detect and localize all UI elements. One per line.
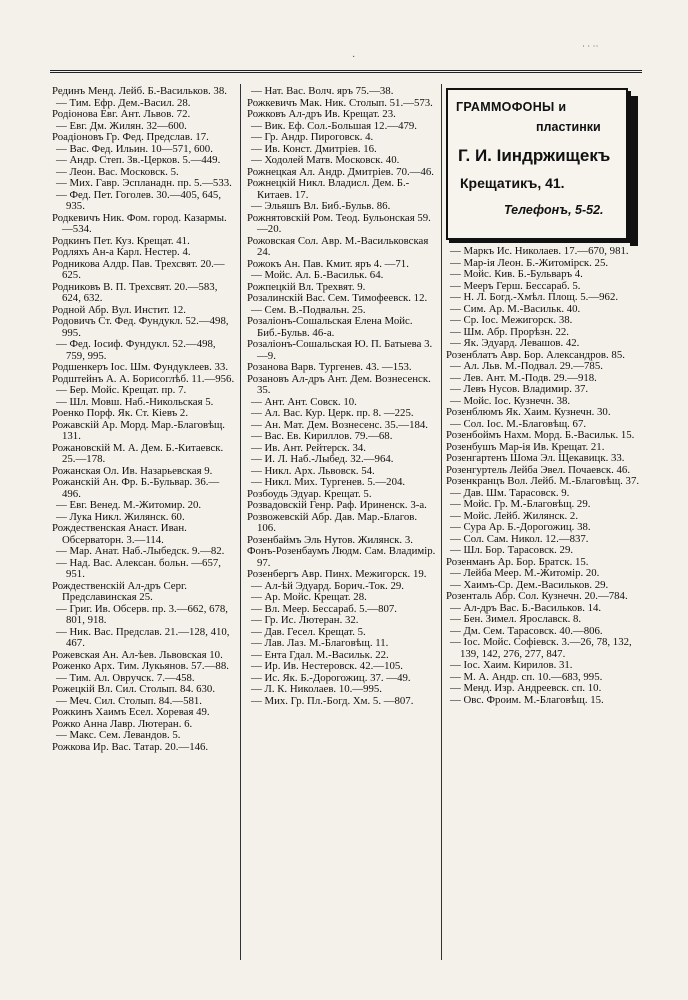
directory-entry: Розенбушъ Мар-ія Ив. Крещат. 21.	[446, 440, 605, 453]
directory-entry: — Мойс. Кив. Б.-Бульваръ 4.	[450, 268, 583, 280]
print-speck: ·	[352, 52, 356, 63]
directory-entry: — Л. К. Николаев. 10.—995.	[251, 683, 383, 695]
directory-entry: — Никл. Арх. Львовск. 54.	[251, 464, 375, 477]
directory-entry: Рожнятовскій Ром. Теод. Бульонская 59.—20.	[247, 211, 431, 235]
directory-entry: Рожевская Ан. Ал-ѣев. Львовская 10.	[52, 648, 223, 661]
directory-entry: — Ив. Конст. Дмитріев. 16.	[251, 142, 377, 155]
directory-entry: Рожкинъ Хаимъ Есел. Хоревая 49.	[52, 706, 210, 718]
directory-entry: — Шл. Мовш. Наб.-Никольская 5.	[56, 395, 214, 408]
directory-entry: — Сол. Іос. М.-Благовѣщ. 67.	[450, 417, 587, 430]
directory-entry: — Ал-ѣй Эдуард. Борич.-Ток. 29.	[251, 579, 404, 592]
directory-entry: — Ив. Ант. Рейтерск. 34.	[251, 441, 366, 454]
directory-entry: — И. Л. Наб.-Лыбед. 32.—964.	[251, 453, 394, 465]
directory-entry: — Лейба Меер. М.-Житомір. 20.	[450, 567, 600, 579]
directory-entry: — Ант. Ант. Совск. 10.	[251, 395, 357, 408]
directory-entry: Розаліонъ-Сошальская Елена Мойс. Биб.-Бульв. 46-а.	[247, 315, 413, 339]
directory-entry: — Мойс. Гр. М.-Благовѣщ. 29.	[450, 498, 591, 510]
directory-entry: — Як. Эдуард. Левашов. 42.	[450, 337, 580, 349]
directory-entry: — Евг. Венед. М.-Житомир. 20.	[56, 499, 202, 511]
directory-entry: — Ан. Мат. Дем. Вознесенс. 35.—184.	[251, 418, 428, 431]
directory-entry: Родкевичъ Ник. Фом. город. Казармы. —534.	[52, 211, 227, 235]
directory-entry: — Сем. В.-Подвальн. 25.	[251, 303, 366, 316]
directory-entry: Розвадовскій Генр. Раф. Ириненск. 3-а.	[247, 499, 427, 511]
column-divider	[441, 84, 442, 960]
directory-entry: Родниковъ В. П. Трехсвят. 20.—583, 624, 632.	[52, 280, 218, 304]
gramophone-advertisement	[446, 88, 628, 240]
directory-entry: Родшенкеръ Іос. Шм. Фундуклеев. 33.	[52, 361, 229, 373]
top-rule	[50, 70, 642, 73]
directory-entry: Розановъ Ал-дръ Ант. Дем. Вознесенск. 35.	[247, 372, 431, 396]
column-3	[446, 246, 642, 706]
directory-entry: — Лав. Лаз. М.-Благовѣщ. 11.	[251, 637, 389, 649]
directory-entry: Рожовская Сол. Авр. М.-Васильковская 24.	[247, 234, 429, 258]
directory-entry: Розенблатъ Авр. Бор. Александров. 85.	[446, 348, 625, 361]
directory-entry: Рожнецкая Ал. Андр. Дмитріев. 70.—46.	[247, 165, 434, 178]
directory-entry: — Нат. Вас. Волч. яръ 75.—38.	[251, 85, 394, 97]
directory-entry: Розенбергъ Авр. Пинх. Межигорск. 19.	[247, 568, 427, 580]
directory-entry: — Дав. Гесел. Крещат. 5.	[251, 625, 366, 638]
directory-entry: Розвожевскій Абр. Дав. Мар.-Благов. 106.	[247, 510, 418, 534]
directory-entry: Роженко Арх. Тим. Лукьянов. 57.—88.	[52, 660, 229, 672]
directory-entry: — Вик. Еф. Сол.-Большая 12.—479.	[251, 119, 417, 132]
directory-entry: Родникова Алдр. Пав. Трехсвят. 20.—625.	[52, 257, 225, 281]
directory-entry: Розенбаймъ Эль Нутов. Жилянск. 3.	[247, 533, 413, 546]
directory-entry: — Маркъ Ис. Николаев. 17.—670, 981.	[450, 245, 629, 257]
directory-entry: Роадіоновъ Гр. Фед. Предслав. 17.	[52, 131, 209, 143]
directory-entry: — Іос. Мойс. Софіевск. 3.—26, 78, 132, 139, 142, 276, 277, 847.	[450, 636, 632, 660]
directory-entry: — Бер. Мойс. Крещат. пр. 7.	[56, 384, 187, 396]
directory-entry: — Тим. Ефр. Дем.-Васил. 28.	[56, 96, 191, 109]
directory-entry: Рожанскій Ан. Фр. Б.-Бульвар. 36.—496.	[52, 476, 220, 500]
ad-side-bar	[630, 96, 638, 246]
directory-entry: — Гр. Ис. Лютеран. 32.	[251, 614, 359, 626]
directory-entry: — Бен. Зимел. Ярославск. 8.	[450, 613, 582, 625]
directory-entry: Родіонова Евг. Ант. Львов. 72.	[52, 108, 191, 120]
directory-entry: — М. А. Андр. сп. 10.—683, 995.	[450, 670, 603, 683]
directory-entry: Розенманъ Ар. Бор. Братск. 15.	[446, 555, 589, 568]
directory-entry: — Евг. Дм. Жилян. 32—600.	[56, 119, 187, 132]
directory-entry: — Вас. Ев. Кириллов. 79.—68.	[251, 430, 393, 442]
directory-entry: — Вл. Меер. Бессараб. 5.—807.	[251, 602, 397, 615]
ad-address: Крещатикъ, 41.	[460, 175, 565, 191]
directory-entry: — Меч. Сил. Столып. 84.—581.	[56, 694, 202, 707]
directory-entry: Розенблюмъ Як. Хаим. Кузнечн. 30.	[446, 406, 611, 418]
directory-entry: — Ир. Ив. Нестеровск. 42.—105.	[251, 660, 403, 672]
directory-entry: Родкинъ Пет. Куз. Крещат. 41.	[52, 234, 190, 247]
directory-entry: — Сура Ар. Б.-Дорогожиц. 38.	[450, 521, 591, 533]
directory-entry: — Никл. Мих. Тургенев. 5.—204.	[251, 476, 406, 488]
directory-entry: — Шм. Абр. Прорѣзн. 22.	[450, 325, 569, 338]
directory-entry: Рождественская Анаст. Иван. Обсерваторн. 3.—114.	[52, 522, 187, 546]
directory-entry: — Дав. Шм. Тарасовск. 9.	[450, 486, 570, 499]
directory-entry: Родляхъ Ан-а Карл. Нестер. 4.	[52, 246, 191, 258]
directory-entry: — Макс. Сем. Левандов. 5.	[56, 729, 181, 741]
column-divider	[240, 84, 241, 960]
directory-entry: — Сим. Ар. М.-Васильк. 40.	[450, 302, 581, 315]
directory-entry: Розенкранцъ Вол. Лейб. М.-Благовѣщ. 37.	[446, 475, 640, 487]
directory-entry: — Ал. Вас. Кур. Церк. пр. 8. —225.	[251, 407, 414, 419]
directory-entry: — Менд. Изр. Андреевск. сп. 10.	[450, 682, 602, 694]
directory-entry: — Ента Гдал. М.-Васильк. 22.	[251, 648, 389, 661]
directory-entry: — Вас. Фед. Ильин. 10—571, 600.	[56, 142, 213, 155]
directory-entry: Розалинскій Вас. Сем. Тимофеевск. 12.	[247, 292, 428, 304]
directory-entry: — Мар. Анат. Наб.-Лыбедск. 9.—82.	[56, 545, 225, 557]
directory-entry: — Ник. Вас. Предслав. 21.—128, 410, 467.	[56, 625, 230, 649]
directory-entry: — Гр. Андр. Пироговск. 4.	[251, 131, 374, 143]
directory-entry: — Над. Вас. Алексан. больн. —657, 951.	[56, 556, 221, 580]
directory-entry: Родовичъ Ст. Фед. Фундукл. 52.—498, 995.	[52, 315, 229, 339]
directory-entry: Розенталь Абр. Сол. Кузнечн. 20.—784.	[446, 590, 628, 602]
directory-entry: — Овс. Фроим. М.-Благовѣщ. 15.	[450, 693, 604, 706]
directory-entry: Роенко Порф. Як. Ст. Кіевъ 2.	[52, 407, 189, 419]
directory-entry: Фонъ-Розенбаумъ Людм. Сам. Владимір. 97.	[247, 545, 436, 569]
directory-entry: — Мойс. Іос. Кузнечн. 38.	[450, 394, 571, 407]
directory-entry: — Сол. Сам. Никол. 12.—837.	[450, 532, 589, 545]
directory-entry: Рожкевичъ Мак. Ник. Столып. 51.—573.	[247, 96, 433, 109]
directory-entry: — Левъ Нусов. Владимир. 37.	[450, 383, 589, 395]
directory-entry: — Хаимъ-Ср. Дем.-Васильков. 29.	[450, 578, 609, 591]
directory-entry: Рожкова Ир. Вас. Татар. 20.—146.	[52, 740, 209, 753]
ad-merchant-name: Г. И. Іиндржищекъ	[458, 146, 611, 165]
directory-entry: Розенбоймъ Нахм. Морд. Б.-Васильк. 15.	[446, 429, 635, 441]
ad-subheadline: пластинки	[536, 120, 601, 134]
directory-entry: — Дм. Сем. Тарасовск. 40.—806.	[450, 624, 603, 637]
directory-entry: Рединъ Менд. Лейб. Б.-Васильков. 38.	[52, 85, 227, 97]
directory-entry: — Шл. Бор. Тарасовск. 29.	[450, 544, 574, 556]
print-speck: ˙ ˙ ˙˙	[582, 44, 599, 54]
directory-entry: — Ал. Льв. М.-Подвал. 29.—785.	[450, 360, 603, 372]
directory-entry: — Мойс. Лейб. Жилянск. 2.	[450, 509, 579, 522]
directory-entry: Рожецкій Вл. Сил. Столып. 84. 630.	[52, 683, 216, 695]
directory-entry: — Леон. Вас. Московск. 5.	[56, 165, 179, 178]
directory-entry: Розанова Варв. Тургенев. 43. —153.	[247, 361, 412, 373]
directory-entry: Розбоудь Эдуар. Крещат. 5.	[247, 487, 372, 500]
directory-entry: Розенгуртель Лейба Эвел. Почаевск. 46.	[446, 463, 631, 476]
directory-entry: — Григ. Ив. Обсерв. пр. 3.—662, 678, 801, 918.	[56, 602, 228, 626]
directory-entry: — Эльяшъ Вл. Биб.-Бульв. 86.	[251, 200, 391, 212]
directory-entry: — Лука Никл. Жилянск. 60.	[56, 510, 185, 523]
directory-entry: Рожковъ Ал-дръ Ив. Крещат. 23.	[247, 108, 396, 120]
directory-entry: Рожнецкій Никл. Владисл. Дем. Б.-Китаев. 17.	[247, 177, 410, 201]
directory-entry: — Мееръ Герш. Бессараб. 5.	[450, 279, 581, 292]
directory-entry: — Лев. Ант. М.-Подв. 29.—918.	[450, 371, 597, 384]
directory-entry: — Ср. Іос. Межигорск. 38.	[450, 314, 573, 326]
ad-headline: ГРАММОФОНЫ и	[456, 100, 567, 114]
directory-entry: Рожавскій Ар. Морд. Мар.-Благовѣщ. 131.	[52, 418, 225, 442]
directory-entry: — Мар-ія Леон. Б.-Житомірск. 25.	[450, 256, 609, 269]
directory-entry: Розенгартенъ Шома Эл. Щекавицк. 33.	[446, 452, 625, 464]
directory-entry: — Мойс. Ал. Б.-Васильк. 64.	[251, 269, 384, 281]
directory-entry: — Іос. Хаим. Кирилов. 31.	[450, 659, 573, 671]
directory-entry: — Фед. Пет. Гоголев. 30.—405, 645, 935.	[56, 188, 222, 212]
directory-entry: — Ис. Як. Б.-Дорогожиц. 37. —49.	[251, 671, 411, 684]
directory-entry: — Ар. Мойс. Крещат. 28.	[251, 591, 367, 603]
directory-entry: Рожко Анна Лавр. Лютеран. 6.	[52, 717, 193, 730]
directory-entry: — Фед. Іосиф. Фундукл. 52.—498, 759, 995.	[56, 338, 216, 362]
directory-entry: Розаліонъ-Сошальская Ю. П. Батыева 3.—9.	[247, 338, 433, 362]
directory-entry: Рождественскій Ал-дръ Серг. Предславинская 25.	[52, 579, 187, 603]
ad-phone: Телефонъ, 5-52.	[504, 203, 604, 217]
directory-entry: — Ал-дръ Вас. Б.-Васильков. 14.	[450, 601, 602, 614]
directory-entry: Рожановскій М. А. Дем. Б.-Китаевск. 25.—178.	[52, 441, 224, 465]
directory-entry: Рожанская Ол. Ив. Назарьевская 9.	[52, 464, 213, 477]
directory-entry: — Тим. Ал. Овручск. 7.—458.	[56, 671, 195, 684]
directory-entry: Родной Абр. Вул. Инстит. 12.	[52, 303, 186, 316]
directory-entry: Рожпецкій Вл. Трехвят. 9.	[247, 280, 366, 293]
directory-entry: — Ходолей Матв. Московск. 40.	[251, 154, 400, 166]
directory-entry: — Мих. Гр. Пл.-Богд. Хм. 5. —807.	[251, 694, 414, 707]
directory-entry: — Н. Л. Богд.-Хмѣл. Площ. 5.—962.	[450, 291, 619, 303]
directory-entry: — Андр. Степ. Зв.-Церков. 5.—449.	[56, 154, 221, 166]
column-2	[247, 86, 437, 707]
directory-entry: — Мих. Гавр. Эспланадн. пр. 5.—533.	[56, 177, 232, 189]
directory-entry: Родштейнъ А. А. Борисоглѣб. 11.—956.	[52, 372, 235, 385]
column-1	[52, 86, 236, 753]
directory-entry: Рожокъ Ан. Пав. Кмит. яръ 4. —71.	[247, 257, 409, 270]
